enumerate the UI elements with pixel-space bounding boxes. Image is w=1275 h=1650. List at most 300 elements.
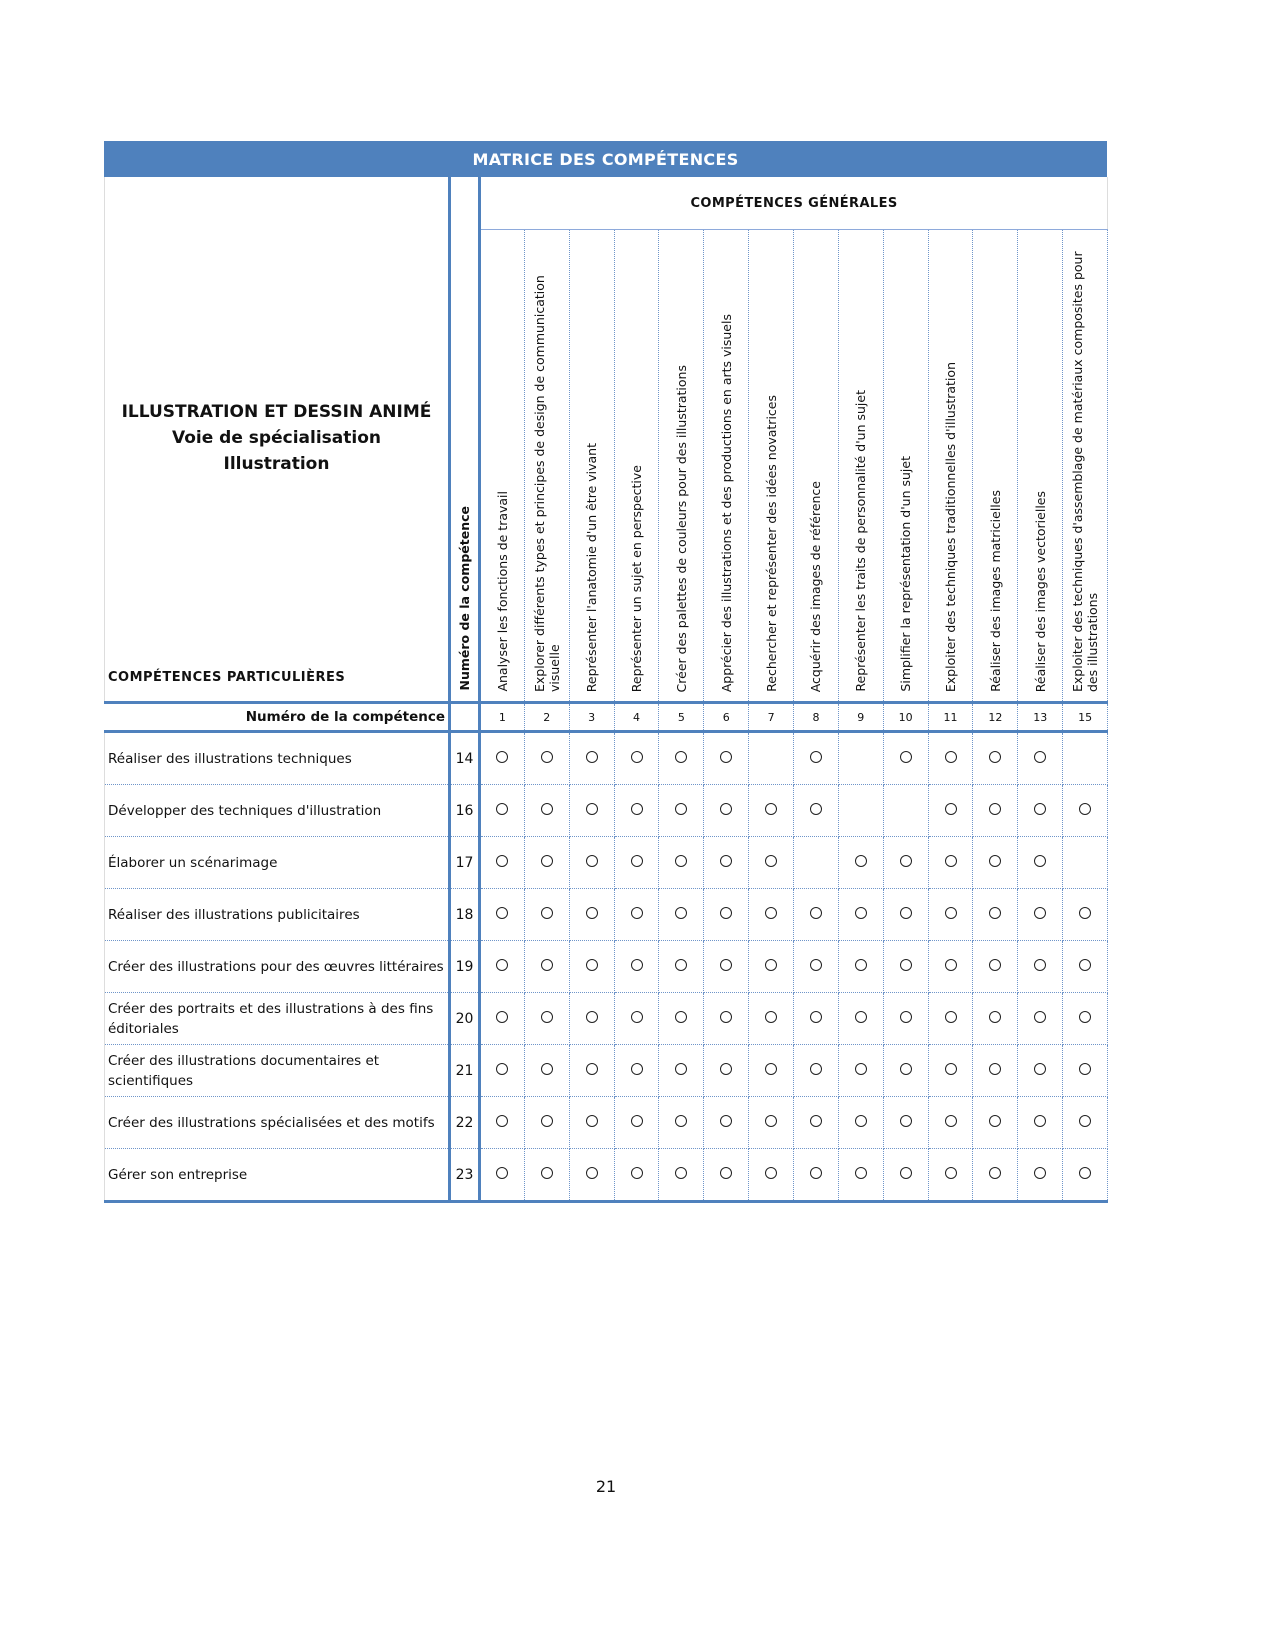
matrix-cell	[1018, 732, 1063, 785]
matrix-cell	[1018, 1045, 1063, 1097]
circle-mark-icon	[586, 959, 598, 971]
circle-mark-icon	[945, 855, 957, 867]
circle-mark-icon	[810, 959, 822, 971]
circle-mark-icon	[1079, 1167, 1091, 1179]
general-competency-header	[1018, 230, 1063, 703]
table-row	[105, 889, 1108, 941]
matrix-cell	[928, 1149, 973, 1202]
matrix-cell	[749, 1097, 794, 1149]
matrix-cell	[838, 837, 883, 889]
circle-mark-icon	[631, 959, 643, 971]
matrix-cell	[614, 785, 659, 837]
table-row	[105, 1045, 1108, 1097]
matrix-cell	[838, 785, 883, 837]
circle-mark-icon	[541, 1011, 553, 1023]
circle-mark-icon	[855, 907, 867, 919]
matrix-cell	[883, 889, 928, 941]
circle-mark-icon	[720, 959, 732, 971]
matrix-cell	[480, 889, 525, 941]
matrix-cell	[928, 785, 973, 837]
matrix-cell	[928, 1045, 973, 1097]
matrix-cell	[973, 1149, 1018, 1202]
matrix-cell	[614, 732, 659, 785]
circle-mark-icon	[989, 751, 1001, 763]
circle-mark-icon	[1034, 907, 1046, 919]
matrix-title: MATRICE DES COMPÉTENCES	[104, 141, 1107, 177]
matrix-cell	[480, 785, 525, 837]
table-row	[105, 837, 1108, 889]
matrix-cell	[883, 993, 928, 1045]
circle-mark-icon	[855, 1063, 867, 1075]
matrix-cell	[704, 941, 749, 993]
matrix-cell	[749, 837, 794, 889]
general-competency-label: Exploiter des techniques traditionnelles d'illustration	[943, 361, 959, 692]
circle-mark-icon	[945, 1063, 957, 1075]
particular-competency-number: 22	[450, 1097, 480, 1149]
matrix-cell	[928, 1097, 973, 1149]
matrix-cell	[883, 1045, 928, 1097]
matrix-cell	[569, 993, 614, 1045]
general-competency-label: Réaliser des images vectorielles	[1032, 490, 1048, 692]
circle-mark-icon	[1079, 1011, 1091, 1023]
general-competency-number: 7	[749, 703, 794, 732]
general-competency-number: 10	[883, 703, 928, 732]
matrix-cell	[659, 941, 704, 993]
circle-mark-icon	[810, 1063, 822, 1075]
matrix-cell	[1018, 1149, 1063, 1202]
matrix-cell	[524, 732, 569, 785]
matrix-cell	[1063, 732, 1108, 785]
particular-competency-number: 19	[450, 941, 480, 993]
general-competency-header	[659, 230, 704, 703]
general-competency-header	[614, 230, 659, 703]
matrix-cell	[659, 1149, 704, 1202]
particular-competency-label: Créer des portraits et des illustrations à des fins éditoriales	[105, 993, 450, 1045]
program-track: Voie de spécialisation	[172, 428, 381, 448]
circle-mark-icon	[675, 907, 687, 919]
table-row	[105, 1149, 1108, 1202]
program-name: ILLUSTRATION ET DESSIN ANIMÉ	[121, 402, 432, 422]
matrix-cell	[614, 1097, 659, 1149]
matrix-cell	[569, 785, 614, 837]
circle-mark-icon	[541, 1167, 553, 1179]
matrix-cell	[928, 993, 973, 1045]
matrix-cell	[480, 1097, 525, 1149]
table-row	[105, 1097, 1108, 1149]
matrix-cell	[794, 889, 839, 941]
matrix-cell	[883, 1149, 928, 1202]
circle-mark-icon	[1034, 959, 1046, 971]
matrix-cell	[1063, 1149, 1108, 1202]
matrix-cell	[1018, 889, 1063, 941]
circle-mark-icon	[810, 907, 822, 919]
matrix-cell	[524, 1097, 569, 1149]
circle-mark-icon	[720, 1011, 732, 1023]
particular-competency-number: 20	[450, 993, 480, 1045]
circle-mark-icon	[631, 907, 643, 919]
circle-mark-icon	[765, 959, 777, 971]
particular-competency-number: 16	[450, 785, 480, 837]
circle-mark-icon	[541, 855, 553, 867]
circle-mark-icon	[945, 1167, 957, 1179]
circle-mark-icon	[855, 959, 867, 971]
circle-mark-icon	[720, 907, 732, 919]
circle-mark-icon	[945, 803, 957, 815]
matrix-cell	[928, 941, 973, 993]
general-competency-number: 4	[614, 703, 659, 732]
circle-mark-icon	[810, 751, 822, 763]
matrix-cell	[1063, 1045, 1108, 1097]
matrix-cell	[480, 1149, 525, 1202]
matrix-cell	[704, 732, 749, 785]
matrix-cell	[1018, 941, 1063, 993]
circle-mark-icon	[945, 1115, 957, 1127]
general-competency-label: Représenter l'anatomie d'un être vivant	[584, 442, 600, 692]
matrix-cell	[1018, 785, 1063, 837]
circle-mark-icon	[1079, 1063, 1091, 1075]
circle-mark-icon	[989, 803, 1001, 815]
circle-mark-icon	[496, 1011, 508, 1023]
circle-mark-icon	[586, 751, 598, 763]
competency-matrix	[104, 141, 1107, 1203]
particular-competency-label: Développer des techniques d'illustration	[105, 785, 450, 837]
matrix-cell	[1063, 993, 1108, 1045]
circle-mark-icon	[989, 1115, 1001, 1127]
circle-mark-icon	[900, 959, 912, 971]
circle-mark-icon	[586, 1167, 598, 1179]
matrix-cell	[883, 785, 928, 837]
general-competency-label: Explorer différents types et principes de design de communication visuelle	[531, 275, 562, 692]
table-row	[105, 941, 1108, 993]
matrix-cell	[1063, 785, 1108, 837]
circle-mark-icon	[675, 1063, 687, 1075]
circle-mark-icon	[720, 855, 732, 867]
circle-mark-icon	[631, 855, 643, 867]
matrix-cell	[883, 1097, 928, 1149]
matrix-cell	[704, 837, 749, 889]
general-competency-number: 9	[838, 703, 883, 732]
circle-mark-icon	[855, 855, 867, 867]
general-competency-number: 1	[480, 703, 525, 732]
matrix-cell	[928, 732, 973, 785]
circle-mark-icon	[720, 803, 732, 815]
circle-mark-icon	[496, 1115, 508, 1127]
matrix-cell	[704, 1045, 749, 1097]
matrix-cell	[794, 993, 839, 1045]
general-competency-label: Exploiter des techniques d'assemblage de matériaux composites pour des illustrations	[1070, 251, 1101, 692]
circle-mark-icon	[1034, 751, 1046, 763]
circle-mark-icon	[720, 1167, 732, 1179]
circle-mark-icon	[675, 751, 687, 763]
particular-competency-number: 17	[450, 837, 480, 889]
circle-mark-icon	[765, 803, 777, 815]
circle-mark-icon	[1034, 1167, 1046, 1179]
matrix-cell	[614, 941, 659, 993]
matrix-cell	[838, 889, 883, 941]
circle-mark-icon	[765, 1115, 777, 1127]
matrix-cell	[704, 1149, 749, 1202]
matrix-cell	[524, 1045, 569, 1097]
matrix-cell	[659, 993, 704, 1045]
circle-mark-icon	[810, 1167, 822, 1179]
circle-mark-icon	[631, 1011, 643, 1023]
circle-mark-icon	[1079, 907, 1091, 919]
matrix-cell	[614, 1149, 659, 1202]
matrix-cell	[659, 889, 704, 941]
circle-mark-icon	[631, 751, 643, 763]
circle-mark-icon	[989, 1167, 1001, 1179]
circle-mark-icon	[765, 855, 777, 867]
general-competency-label: Acquérir des images de référence	[808, 480, 824, 692]
matrix-cell	[704, 785, 749, 837]
matrix-cell	[883, 837, 928, 889]
general-competency-header	[569, 230, 614, 703]
circle-mark-icon	[675, 855, 687, 867]
circle-mark-icon	[586, 907, 598, 919]
particular-competency-label: Créer des illustrations spécialisées et des motifs	[105, 1097, 450, 1149]
matrix-cell	[480, 837, 525, 889]
circle-mark-icon	[586, 1011, 598, 1023]
circle-mark-icon	[900, 855, 912, 867]
matrix-cell	[973, 1097, 1018, 1149]
matrix-cell	[659, 837, 704, 889]
matrix-cell	[973, 732, 1018, 785]
matrix-cell	[973, 1045, 1018, 1097]
matrix-cell	[569, 889, 614, 941]
matrix-cell	[659, 1045, 704, 1097]
matrix-cell	[659, 785, 704, 837]
general-competency-header	[749, 230, 794, 703]
matrix-cell	[1063, 837, 1108, 889]
circle-mark-icon	[496, 855, 508, 867]
matrix-cell	[614, 837, 659, 889]
matrix-cell	[928, 889, 973, 941]
circle-mark-icon	[989, 855, 1001, 867]
circle-mark-icon	[855, 1167, 867, 1179]
circle-mark-icon	[586, 855, 598, 867]
circle-mark-icon	[586, 1063, 598, 1075]
matrix-cell	[794, 941, 839, 993]
general-competency-label: Représenter les traits de personnalité d'un sujet	[853, 390, 869, 692]
matrix-cell	[1063, 1097, 1108, 1149]
circle-mark-icon	[675, 1011, 687, 1023]
circle-mark-icon	[541, 1063, 553, 1075]
circle-mark-icon	[765, 907, 777, 919]
circle-mark-icon	[496, 751, 508, 763]
matrix-cell	[1063, 889, 1108, 941]
circle-mark-icon	[541, 907, 553, 919]
circle-mark-icon	[765, 1167, 777, 1179]
matrix-cell	[524, 889, 569, 941]
particular-competency-number: 18	[450, 889, 480, 941]
circle-mark-icon	[1034, 1011, 1046, 1023]
particular-competency-label: Gérer son entreprise	[105, 1149, 450, 1202]
matrix-cell	[794, 732, 839, 785]
table-row	[105, 993, 1108, 1045]
matrix-cell	[1018, 1097, 1063, 1149]
circle-mark-icon	[945, 751, 957, 763]
particular-competency-label: Réaliser des illustrations publicitaires	[105, 889, 450, 941]
circle-mark-icon	[765, 1063, 777, 1075]
matrix-cell	[1018, 993, 1063, 1045]
matrix-cell	[569, 732, 614, 785]
general-competency-number: 11	[928, 703, 973, 732]
matrix-cell	[480, 993, 525, 1045]
circle-mark-icon	[900, 1167, 912, 1179]
circle-mark-icon	[1034, 803, 1046, 815]
matrix-cell	[838, 1045, 883, 1097]
circle-mark-icon	[855, 1115, 867, 1127]
matrix-cell	[749, 941, 794, 993]
circle-mark-icon	[631, 803, 643, 815]
matrix-cell	[749, 732, 794, 785]
circle-mark-icon	[720, 1063, 732, 1075]
general-competency-label: Simplifier la représentation d'un sujet	[898, 456, 914, 692]
circle-mark-icon	[945, 1011, 957, 1023]
matrix-cell	[524, 993, 569, 1045]
general-competency-number: 13	[1018, 703, 1063, 732]
general-competency-number: 2	[524, 703, 569, 732]
matrix-cell	[524, 941, 569, 993]
general-competencies-label: COMPÉTENCES GÉNÉRALES	[480, 177, 1108, 230]
general-competency-number: 8	[794, 703, 839, 732]
program-header-cell	[105, 177, 450, 703]
matrix-cell	[883, 941, 928, 993]
number-column-header	[450, 177, 480, 703]
circle-mark-icon	[675, 803, 687, 815]
circle-mark-icon	[496, 1063, 508, 1075]
circle-mark-icon	[631, 1115, 643, 1127]
circle-mark-icon	[586, 1115, 598, 1127]
circle-mark-icon	[989, 907, 1001, 919]
matrix-cell	[480, 1045, 525, 1097]
table-row	[105, 785, 1108, 837]
particular-competency-number: 21	[450, 1045, 480, 1097]
matrix-cell	[704, 1097, 749, 1149]
circle-mark-icon	[900, 1011, 912, 1023]
circle-mark-icon	[900, 751, 912, 763]
circle-mark-icon	[900, 1115, 912, 1127]
circle-mark-icon	[945, 907, 957, 919]
general-competency-number: 6	[704, 703, 749, 732]
particular-competency-label: Réaliser des illustrations techniques	[105, 732, 450, 785]
matrix-cell	[838, 941, 883, 993]
particular-competency-label: Créer des illustrations pour des œuvres littéraires	[105, 941, 450, 993]
circle-mark-icon	[810, 1115, 822, 1127]
circle-mark-icon	[1034, 855, 1046, 867]
number-row-spacer	[450, 703, 480, 732]
particular-competency-label: Créer des illustrations documentaires et scientifiques	[105, 1045, 450, 1097]
general-competency-header	[704, 230, 749, 703]
general-competency-number: 15	[1063, 703, 1108, 732]
circle-mark-icon	[541, 1115, 553, 1127]
table-row	[105, 732, 1108, 785]
matrix-cell	[838, 993, 883, 1045]
circle-mark-icon	[810, 803, 822, 815]
matrix-cell	[1018, 837, 1063, 889]
matrix-cell	[749, 993, 794, 1045]
matrix-cell	[704, 889, 749, 941]
circle-mark-icon	[496, 907, 508, 919]
circle-mark-icon	[1034, 1063, 1046, 1075]
number-column-label: Numéro de la compétence	[457, 506, 472, 691]
circle-mark-icon	[989, 1063, 1001, 1075]
matrix-cell	[928, 837, 973, 889]
matrix-cell	[524, 785, 569, 837]
program-title	[105, 399, 448, 477]
matrix-table	[104, 177, 1108, 1203]
matrix-cell	[794, 837, 839, 889]
matrix-cell	[883, 732, 928, 785]
circle-mark-icon	[1079, 1115, 1091, 1127]
matrix-cell	[569, 837, 614, 889]
program-specialization: Illustration	[223, 454, 330, 474]
matrix-cell	[524, 1149, 569, 1202]
matrix-cell	[704, 993, 749, 1045]
circle-mark-icon	[1079, 959, 1091, 971]
circle-mark-icon	[720, 1115, 732, 1127]
matrix-cell	[480, 941, 525, 993]
circle-mark-icon	[900, 907, 912, 919]
matrix-cell	[973, 993, 1018, 1045]
matrix-cell	[569, 1149, 614, 1202]
matrix-cell	[838, 732, 883, 785]
matrix-cell	[569, 941, 614, 993]
matrix-cell	[614, 1045, 659, 1097]
general-competency-header	[883, 230, 928, 703]
matrix-cell	[480, 732, 525, 785]
general-competency-header	[794, 230, 839, 703]
general-competency-header	[480, 230, 525, 703]
particular-competencies-label: COMPÉTENCES PARTICULIÈRES	[108, 670, 346, 685]
matrix-cell	[524, 837, 569, 889]
matrix-cell	[838, 1149, 883, 1202]
number-row-label: Numéro de la compétence	[105, 703, 450, 732]
matrix-cell	[794, 1045, 839, 1097]
general-competency-label: Apprécier des illustrations et des productions en arts visuels	[718, 313, 734, 692]
circle-mark-icon	[631, 1063, 643, 1075]
matrix-cell	[614, 993, 659, 1045]
circle-mark-icon	[989, 959, 1001, 971]
matrix-cell	[794, 1149, 839, 1202]
matrix-cell	[659, 732, 704, 785]
general-competency-label: Rechercher et représenter des idées novatrices	[763, 395, 779, 692]
general-competency-number: 12	[973, 703, 1018, 732]
circle-mark-icon	[989, 1011, 1001, 1023]
general-competency-header	[928, 230, 973, 703]
general-competency-header	[838, 230, 883, 703]
circle-mark-icon	[855, 1011, 867, 1023]
matrix-cell	[973, 837, 1018, 889]
matrix-cell	[569, 1045, 614, 1097]
page-number: 21	[595, 1477, 617, 1496]
circle-mark-icon	[720, 751, 732, 763]
circle-mark-icon	[675, 1115, 687, 1127]
circle-mark-icon	[1034, 1115, 1046, 1127]
circle-mark-icon	[541, 751, 553, 763]
circle-mark-icon	[541, 803, 553, 815]
matrix-cell	[973, 889, 1018, 941]
circle-mark-icon	[765, 1011, 777, 1023]
particular-competency-number: 14	[450, 732, 480, 785]
circle-mark-icon	[586, 803, 598, 815]
general-competency-number: 5	[659, 703, 704, 732]
matrix-cell	[973, 941, 1018, 993]
matrix-cell	[794, 785, 839, 837]
general-competency-label: Réaliser des images matricielles	[987, 490, 1003, 692]
general-competency-label: Créer des palettes de couleurs pour des illustrations	[673, 364, 689, 692]
circle-mark-icon	[810, 1011, 822, 1023]
